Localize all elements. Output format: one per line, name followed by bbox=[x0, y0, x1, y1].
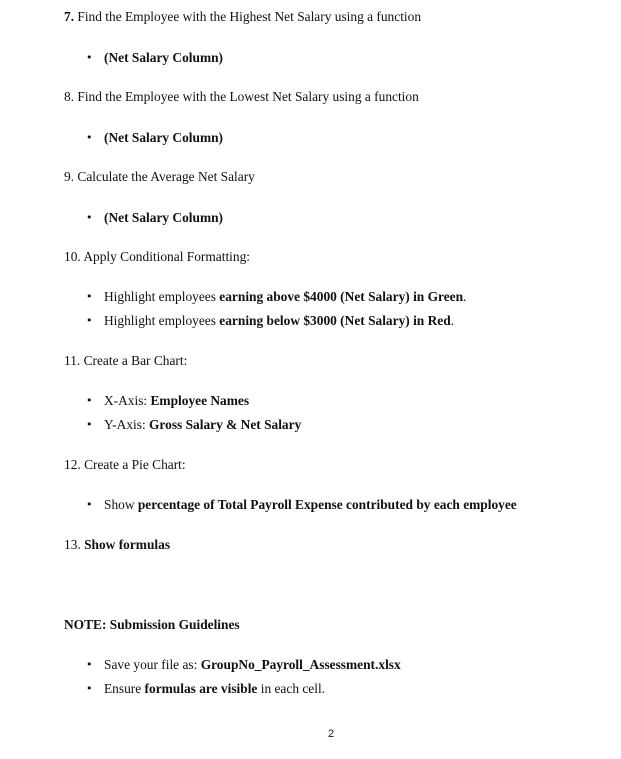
item-10-number: 10. bbox=[64, 249, 81, 264]
item-9-line bbox=[64, 169, 255, 185]
item-10-bullet-1-bold: earning above $4000 (Net Salary) in Green bbox=[219, 289, 464, 304]
item-13-bold: Show formulas bbox=[80, 537, 171, 552]
item-8-text: Find the Employee with the Lowest Net Salary using a function bbox=[74, 89, 419, 104]
item-10-bullet-2-prefix: Highlight employees bbox=[104, 313, 220, 328]
item-12-bullet-1-prefix: Show bbox=[104, 497, 138, 512]
item-7-bullet-text: (Net Salary Column) bbox=[104, 50, 224, 65]
note-bullet-2-bold: formulas are visible bbox=[144, 681, 258, 696]
bullet-icon: • bbox=[86, 211, 93, 224]
item-8-bullet-text: (Net Salary Column) bbox=[104, 130, 224, 145]
item-12-line bbox=[64, 457, 186, 473]
item-11-bullet-1-bold: Employee Names bbox=[150, 393, 250, 408]
item-7-text: Find the Employee with the Highest Net Salary using a function bbox=[74, 9, 422, 24]
item-11-bullet-2-prefix: Y-Axis: bbox=[104, 417, 150, 432]
item-13-number: 13. bbox=[64, 537, 81, 552]
item-11-line bbox=[64, 353, 187, 369]
bullet-icon: • bbox=[86, 418, 93, 431]
bullet-icon: • bbox=[86, 314, 93, 327]
note-bullet-1-bold: GroupNo_Payroll_Assessment.xlsx bbox=[200, 657, 401, 672]
item-10-bullet-1-suffix: . bbox=[463, 289, 467, 304]
item-10-line bbox=[64, 249, 250, 265]
note-bullet-1-prefix: Save your file as: bbox=[104, 657, 201, 672]
bullet-icon: • bbox=[86, 394, 93, 407]
item-11-bullet-1-prefix: X-Axis: bbox=[104, 393, 151, 408]
item-12-number: 12. bbox=[64, 457, 81, 472]
item-7-number: 7. bbox=[64, 9, 75, 24]
item-9-number: 9. bbox=[64, 169, 75, 184]
item-12-text: Create a Pie Chart: bbox=[80, 457, 186, 472]
item-7-line bbox=[64, 9, 421, 25]
item-11-bullet-2-bold: Gross Salary & Net Salary bbox=[149, 417, 302, 432]
item-11-text: Create a Bar Chart: bbox=[80, 353, 188, 368]
bullet-icon: • bbox=[86, 498, 93, 511]
item-8-line bbox=[64, 89, 419, 105]
item-12-bullet-1-bold: percentage of Total Payroll Expense contributed by each employee bbox=[137, 497, 517, 512]
item-9-bullet-text: (Net Salary Column) bbox=[104, 210, 224, 225]
item-10-text: Apply Conditional Formatting: bbox=[80, 249, 250, 264]
bullet-icon: • bbox=[86, 658, 93, 671]
note-heading bbox=[64, 617, 240, 633]
page-number: 2 bbox=[328, 728, 335, 740]
bullet-icon: • bbox=[86, 131, 93, 144]
note-bullet-2-prefix: Ensure bbox=[104, 681, 145, 696]
item-9-text: Calculate the Average Net Salary bbox=[74, 169, 255, 184]
item-10-bullet-1-prefix: Highlight employees bbox=[104, 289, 220, 304]
bullet-icon: • bbox=[86, 290, 93, 303]
item-10-bullet-2-bold: earning below $3000 (Net Salary) in Red bbox=[219, 313, 451, 328]
item-10-bullet-2-suffix: . bbox=[450, 313, 455, 328]
bullet-icon: • bbox=[86, 51, 93, 64]
item-11-number: 11. bbox=[64, 353, 81, 368]
note-bullet-2-suffix: in each cell. bbox=[257, 681, 326, 696]
note-heading-text: NOTE: Submission Guidelines bbox=[64, 617, 240, 632]
bullet-icon: • bbox=[86, 682, 93, 695]
item-8-number: 8. bbox=[64, 89, 75, 104]
item-13-line bbox=[64, 537, 170, 553]
